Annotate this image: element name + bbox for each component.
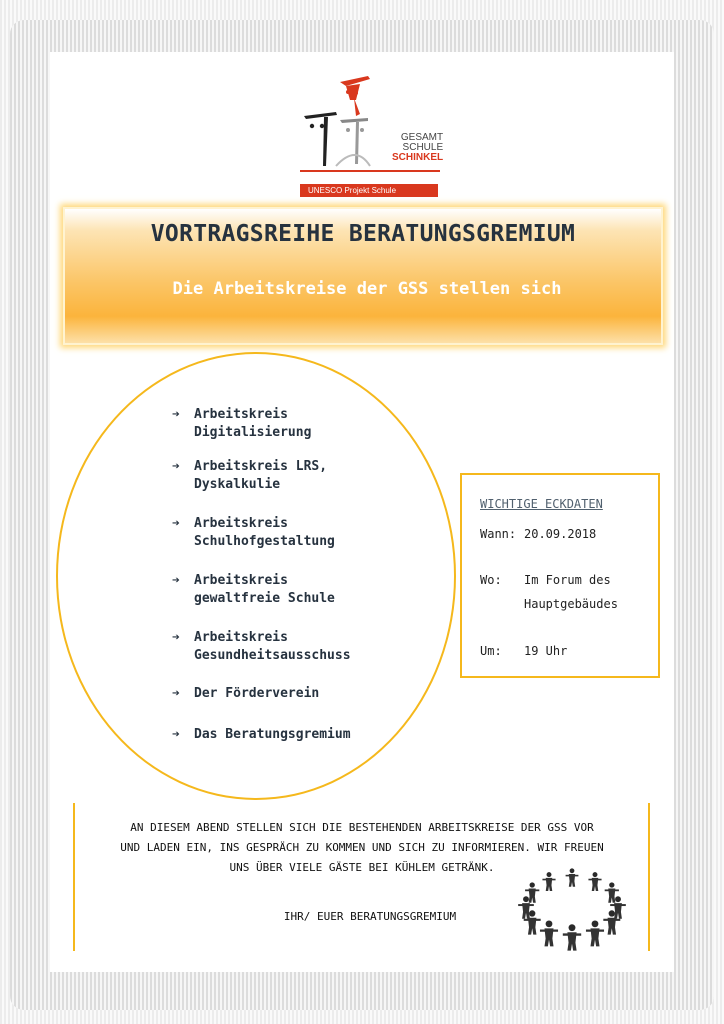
location-value-line1: Im Forum des (524, 573, 611, 587)
list-item (172, 685, 434, 703)
arrow-right-icon: ➔ (172, 516, 180, 531)
key-dates-box (460, 473, 660, 678)
location-value-line2: Hauptgebäudes (524, 597, 618, 611)
person-figure (566, 868, 579, 886)
list-item-label: Arbeitskreis Digitalisierung (194, 407, 312, 440)
list-item-label: Arbeitskreis Schulhofgestaltung (194, 516, 335, 549)
logo-underline (300, 170, 440, 172)
person-figure (540, 920, 558, 946)
logo-line-schinkel: SCHINKEL (392, 152, 444, 163)
list-item-label: Der Förderverein (194, 686, 320, 701)
list-item (172, 572, 434, 608)
time-label: Um: (480, 644, 502, 658)
time-value: 19 Uhr (524, 644, 568, 658)
unesco-badge: UNESCO Projekt Schule (300, 184, 438, 197)
list-item-label: Arbeitskreis LRS, Dyskalkulie (194, 459, 328, 492)
date-value: 20.09.2018 (524, 527, 597, 541)
title-banner (63, 207, 663, 345)
time-row (480, 644, 568, 658)
date-label: Wann: (480, 527, 517, 541)
invitation-line-3: UNS ÜBER VIELE GÄSTE BEI KÜHLEM GETRÄNK. (229, 861, 495, 874)
people-circle-image (512, 862, 632, 952)
list-item-label: Arbeitskreis gewaltfreie Schule (194, 573, 335, 606)
invitation-line-1: AN DIESEM ABEND STELLEN SICH DIE BESTEHENDEN ARBEITSKREISE DER GSS VOR (130, 821, 594, 834)
date-row (480, 527, 596, 541)
logo-line-schule: SCHULE (402, 142, 444, 153)
invitation-line-2: UND LADEN EIN, INS GESPRÄCH ZU KOMMEN UND SICH ZU INFORMIEREN. WIR FREUEN (120, 841, 604, 854)
arrow-right-icon: ➔ (172, 630, 180, 645)
logo-school-name (392, 133, 443, 163)
location-row (480, 573, 611, 587)
list-item (172, 629, 434, 665)
location-label: Wo: (480, 573, 502, 587)
logo-line-gesamt: GESAMT (400, 132, 444, 143)
list-item (172, 515, 434, 551)
person-figure (586, 920, 604, 946)
list-item (172, 458, 434, 494)
list-item (172, 726, 434, 744)
arrow-right-icon: ➔ (172, 727, 180, 742)
left-divider (73, 803, 75, 951)
right-divider (648, 803, 650, 951)
list-item (172, 406, 434, 442)
person-figure (542, 872, 555, 891)
person-figure (563, 924, 581, 950)
banner-subtitle: Die Arbeitskreise der GSS stellen sich (172, 279, 562, 299)
arrow-right-icon: ➔ (172, 686, 180, 701)
signature: IHR/ EUER BERATUNGSGREMIUM (283, 910, 457, 923)
list-item-label: Das Beratungsgremium (194, 727, 351, 742)
arrow-right-icon: ➔ (172, 459, 180, 474)
list-item-label: Arbeitskreis Gesundheitsausschuss (194, 630, 351, 663)
key-dates-heading: WICHTIGE ECKDATEN (480, 497, 603, 511)
banner-title: VORTRAGSREIHE BERATUNGSGREMIUM (150, 221, 576, 247)
arrow-right-icon: ➔ (172, 407, 180, 422)
person-figure (588, 872, 601, 891)
arrow-right-icon: ➔ (172, 573, 180, 588)
